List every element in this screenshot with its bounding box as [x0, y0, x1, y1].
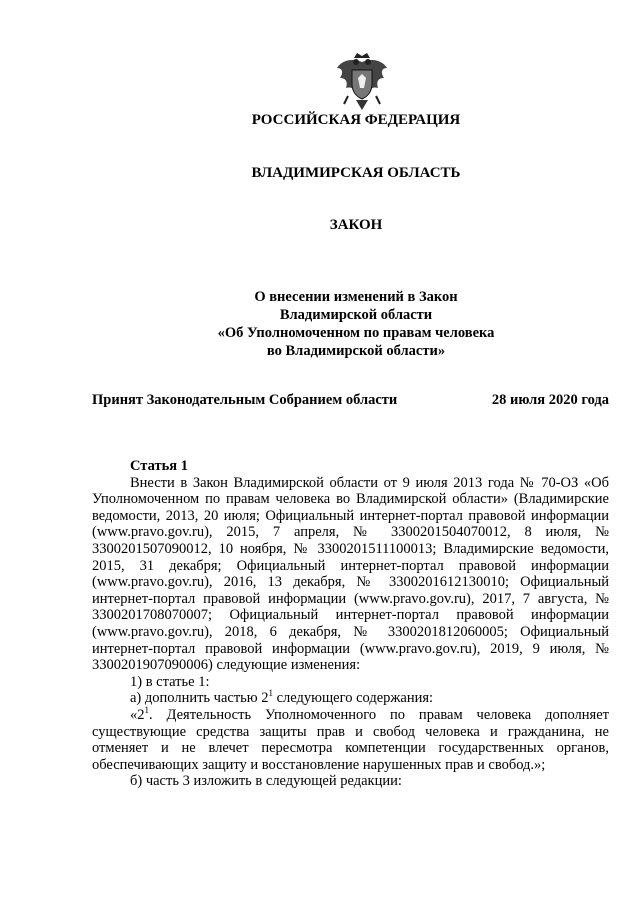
law-heading: ЗАКОН: [329, 217, 383, 233]
coat-of-arms-emblem: [334, 52, 390, 112]
quoted-part: «$2^1$. Деятельность Уполномоченного по правам человека дополняет существующие средства защиты прав и свобод человека и гражданина, не отменяет и не влечет пересмотра компетенции государственных органов, обеспечивающих защиту и восстановление нарушенных прав и свобод.»;: [92, 705, 609, 773]
title-line-1: О внесении изменений в Закон: [254, 289, 458, 305]
adoption-line: [92, 392, 609, 409]
adoption-date: 28 июля 2020 года: [491, 392, 609, 408]
law-body: [92, 458, 609, 790]
article-intro-paragraph: Внести в Закон Владимирской области от 9 июля 2013 года № 70-ОЗ «Об Уполномоченном по правам человека во Владимирской области» (Владимирские ведомости, 2013, 20 июля; Официальный интернет-портал правовой информации (www.pravo.gov.ru), 2015, 7 апреля, № 3300201504070012, 8 июля, № 3300201507090012, 10 ноября, № 3300201511100013; Владимирские ведомости, 2015, 31 декабря; Официальный интернет-портал правовой информации (www.pravo.gov.ru), 2016, 13 декабря, № 3300201612130010; Официальный интернет-портал правовой информации (www.pravo.gov.ru), 2017, 7 августа, № 3300201708070007; Официальный интернет-портал правовой информации (www.pravo.gov.ru), 2018, 6 декабря, № 3300201812060005; Официальный интернет-портал правовой информации (www.pravo.gov.ru), 2019, 9 июля, № 3300201907090006) следующие изменения:: [92, 474, 609, 674]
subitem-a: а) дополнить частью $2^1$ следующего содержания:: [130, 688, 434, 707]
item-1: 1) в статье 1:: [130, 673, 210, 690]
law-title: [36, 288, 640, 360]
title-line-2: Владимирской области: [279, 307, 433, 323]
region-heading: ВЛАДИМИРСКАЯ ОБЛАСТЬ: [251, 165, 461, 181]
article-heading: Статья 1: [130, 458, 188, 474]
subitem-b: б) часть 3 изложить в следующей редакции:: [130, 773, 402, 790]
title-line-4: во Владимирской области»: [266, 343, 446, 359]
title-line-3: «Об Уполномоченном по правам человека: [217, 325, 495, 341]
adopted-by-label: Принят Законодательным Собранием области: [92, 392, 398, 408]
federation-heading: РОССИЙСКАЯ ФЕДЕРАЦИЯ: [251, 112, 461, 128]
